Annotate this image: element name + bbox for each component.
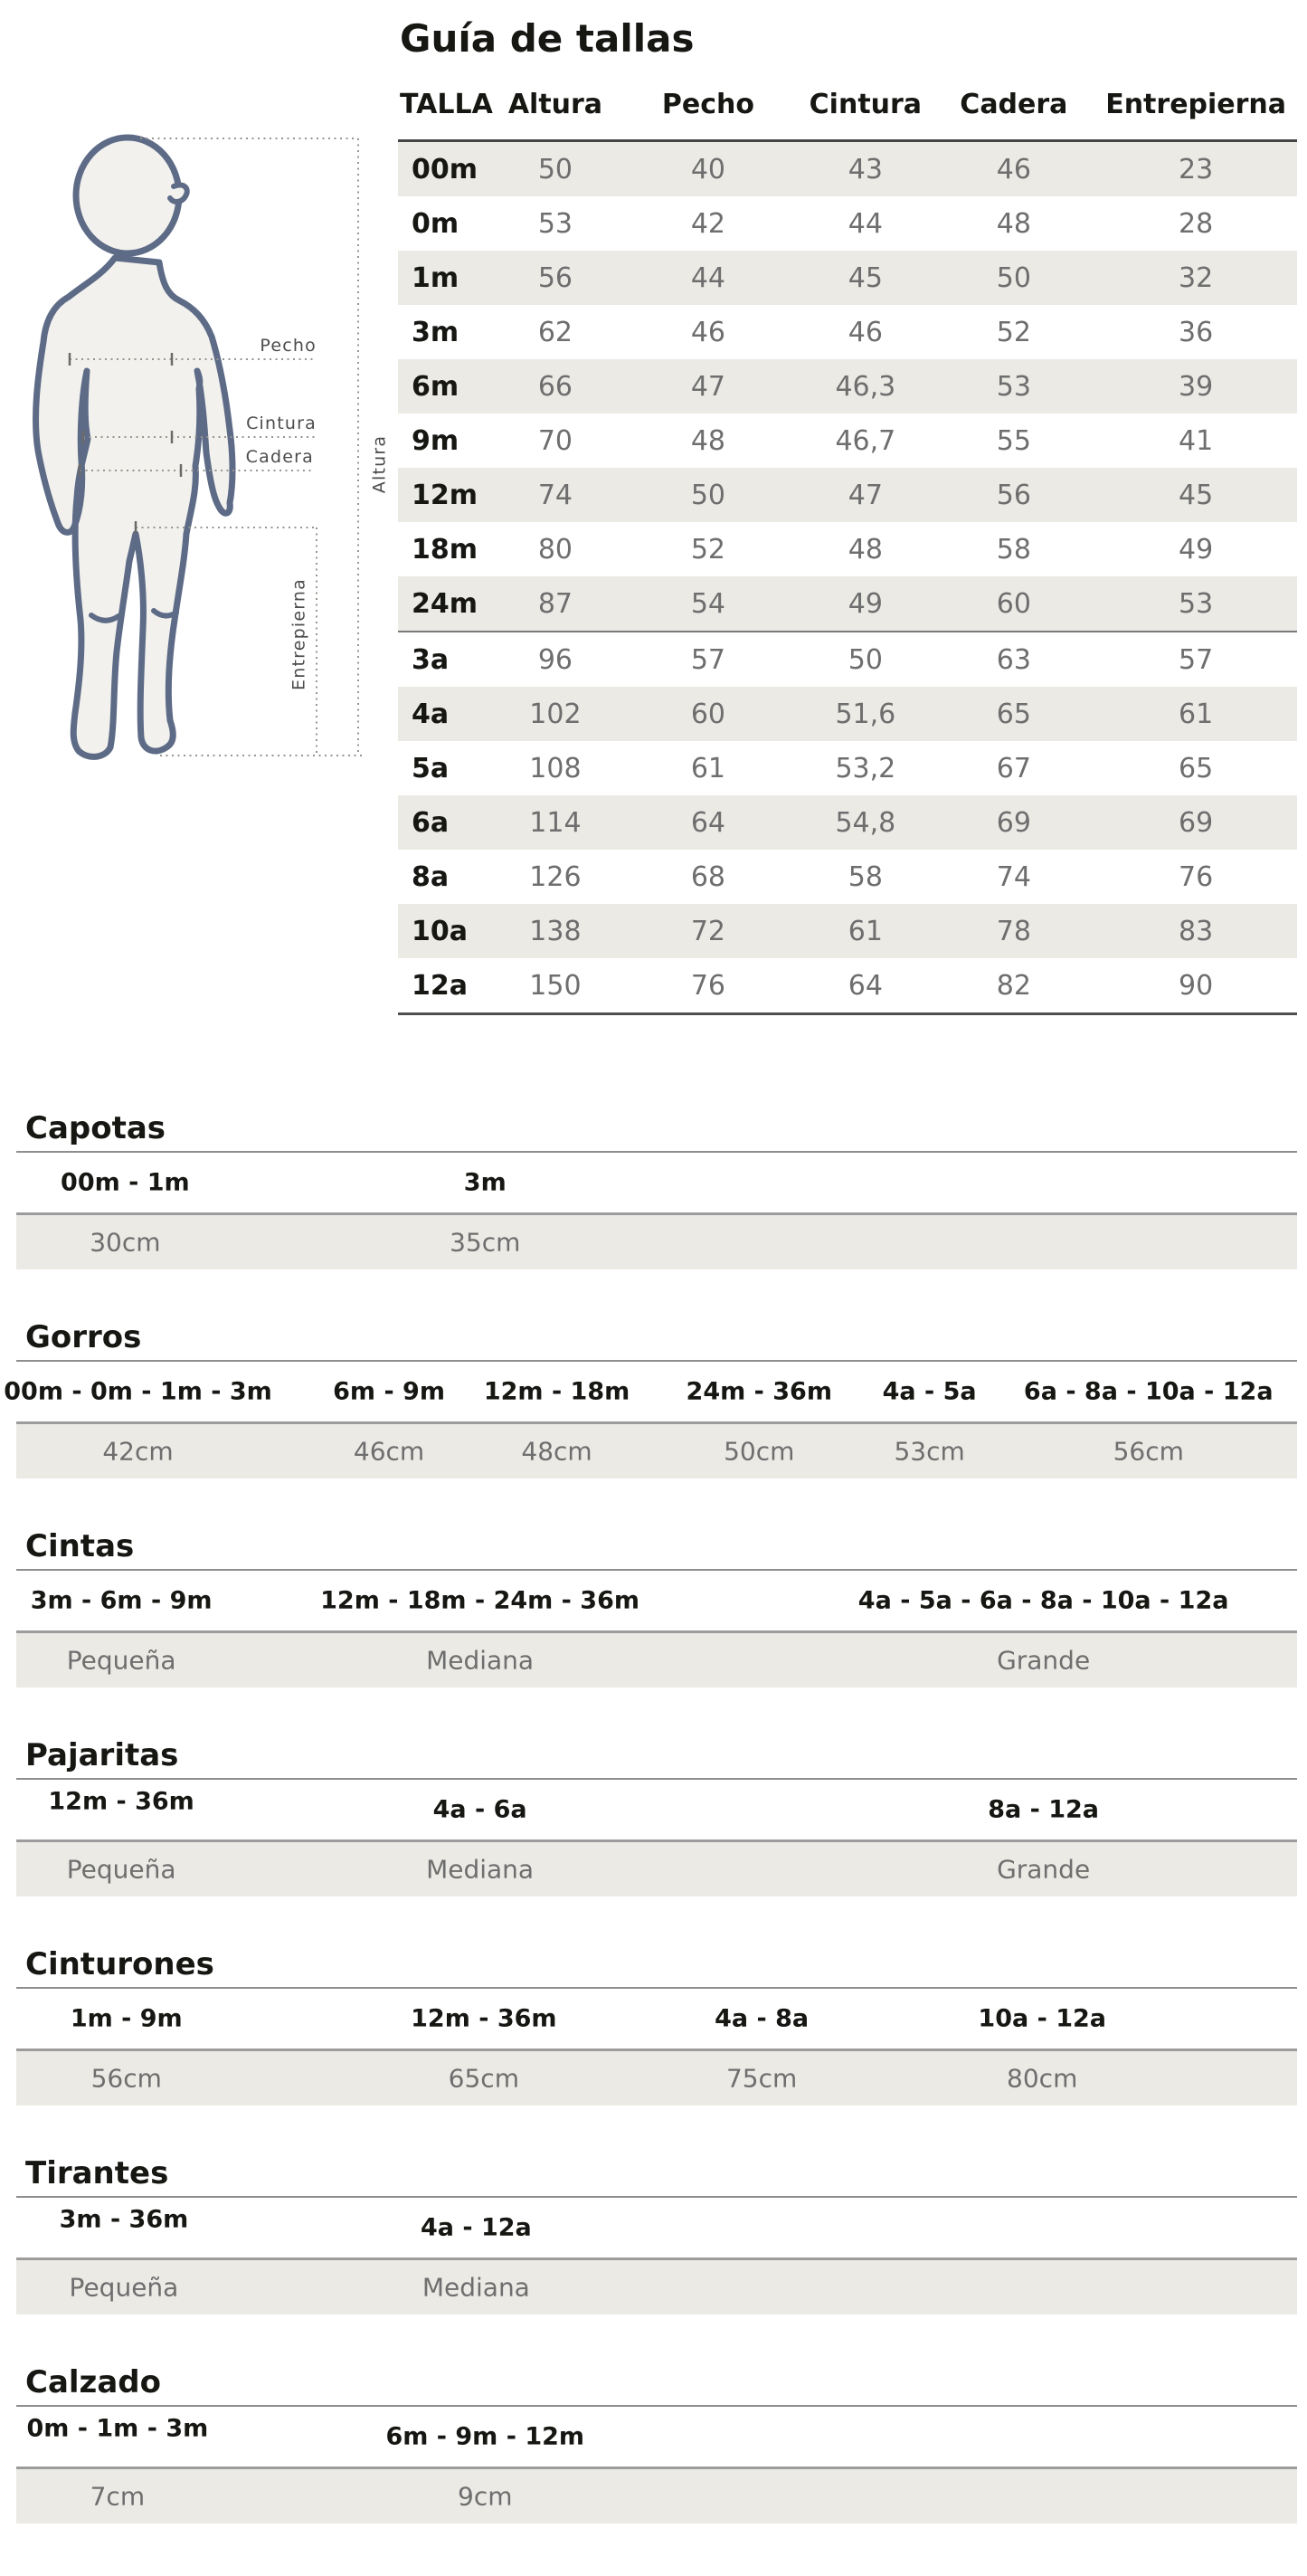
row-size-label: 00m (412, 153, 478, 185)
section-title: Gorros (25, 1319, 142, 1355)
measurement-value: 61 (1179, 698, 1214, 730)
measurement-value: 42 (690, 207, 725, 240)
section-value-cell: Pequeña (69, 2272, 179, 2303)
section-value-cell: 9cm (458, 2481, 513, 2512)
child-head (76, 138, 179, 253)
measurement-value: 58 (848, 860, 883, 893)
child-figure-illustration (0, 109, 393, 1031)
measurement-value: 48 (848, 533, 883, 566)
measurement-value: 57 (690, 643, 725, 676)
section-value-row (16, 1424, 1297, 1478)
section-value-cell: Mediana (426, 1854, 535, 1885)
size-table-header (398, 69, 1297, 139)
section-value-cell: 42cm (102, 1436, 174, 1467)
measurement-value: 46 (690, 316, 725, 348)
section-header-row (16, 2407, 1297, 2467)
section-capotas (16, 1110, 1297, 1269)
section-title: Calzado (25, 2364, 161, 2400)
measurement-value: 60 (690, 698, 725, 730)
section-header-cell: 12m - 36m (48, 1787, 194, 1816)
measurement-value: 96 (537, 643, 573, 676)
section-header-row (16, 1780, 1297, 1839)
measurement-value: 47 (690, 370, 725, 403)
measurement-value: 58 (996, 533, 1031, 566)
measurement-value: 57 (1179, 643, 1214, 676)
section-value-cell: 80cm (1007, 2063, 1078, 2094)
measurement-value: 61 (690, 752, 725, 784)
section-value-row (16, 1842, 1297, 1896)
section-header-cell: 4a - 12a (420, 2213, 532, 2242)
measurement-value: 50 (848, 643, 883, 676)
measurement-value: 44 (848, 207, 883, 240)
section-cintas (16, 1528, 1297, 1687)
measurement-value: 41 (1179, 424, 1214, 457)
table-row-6m (398, 359, 1297, 413)
section-value-row (16, 2469, 1297, 2524)
cintura-label: Cintura (246, 413, 317, 433)
accessory-sections (4, 1110, 1297, 2576)
measurement-value: 43 (848, 153, 883, 185)
row-size-label: 9m (412, 424, 459, 457)
measurement-value: 61 (848, 915, 883, 947)
section-header-cell: 24m - 36m (686, 1377, 832, 1406)
measurement-value: 56 (537, 261, 573, 294)
measurement-value: 83 (1179, 915, 1214, 947)
section-header-cell: 00m - 0m - 1m - 3m (4, 1377, 272, 1406)
measurement-value: 54 (690, 587, 725, 620)
measurement-value: 126 (529, 860, 582, 893)
section-header-cell: 10a - 12a (978, 2004, 1106, 2033)
table-row-6a (398, 795, 1297, 850)
row-size-label: 0m (412, 207, 459, 240)
section-calzado (16, 2364, 1297, 2524)
section-title: Cintas (25, 1528, 135, 1564)
measurement-value: 72 (690, 915, 725, 947)
section-title: Cinturones (25, 1946, 214, 1982)
section-header-cell: 3m - 6m - 9m (30, 1586, 213, 1615)
section-header-cell: 4a - 8a (715, 2004, 810, 2033)
section-value-cell: Mediana (426, 1645, 535, 1676)
section-value-cell: 65cm (448, 2063, 519, 2094)
section-header-row (16, 1153, 1297, 1212)
section-header-cell: 12m - 36m (411, 2004, 557, 2033)
ear-mark (170, 185, 187, 201)
table-row-00m (398, 142, 1297, 196)
measurement-value: 74 (996, 860, 1031, 893)
measurement-value: 114 (529, 806, 582, 839)
section-value-row (16, 1633, 1297, 1687)
measurement-value: 76 (1179, 860, 1214, 893)
measurement-value: 44 (690, 261, 725, 294)
measurement-value: 150 (529, 969, 582, 1002)
measurement-value: 28 (1179, 207, 1214, 240)
measurement-value: 51,6 (835, 698, 896, 730)
section-title: Capotas (25, 1110, 166, 1146)
section-value-cell: 7cm (90, 2481, 146, 2512)
row-size-label: 6a (412, 806, 450, 839)
section-value-cell: Grande (997, 1854, 1091, 1885)
section-value-cell: Mediana (421, 2272, 530, 2303)
measurement-value: 46 (996, 153, 1031, 185)
column-header-entrepierna: Entrepierna (1105, 88, 1287, 120)
table-row-9m (398, 413, 1297, 468)
measurement-value: 54,8 (835, 806, 896, 839)
measurement-value: 102 (529, 698, 582, 730)
altura-label: Altura (369, 434, 390, 494)
section-value-cell: 56cm (90, 2063, 162, 2094)
measurement-value: 76 (690, 969, 725, 1002)
section-header-cell: 3m - 36m (59, 2205, 189, 2234)
row-size-label: 8a (412, 860, 450, 893)
measurement-value: 82 (996, 969, 1031, 1002)
section-header-cell: 6m - 9m (333, 1377, 445, 1406)
row-size-label: 3a (412, 643, 450, 676)
table-row-0m (398, 196, 1297, 251)
measurement-value: 62 (537, 316, 573, 348)
measurement-value: 78 (996, 915, 1031, 947)
measurement-value: 50 (690, 479, 725, 511)
table-row-4a (398, 687, 1297, 741)
measurement-value: 67 (996, 752, 1031, 784)
row-size-label: 3m (412, 316, 459, 348)
table-row-12a (398, 958, 1297, 1012)
table-row-10a (398, 904, 1297, 958)
section-header-cell: 6m - 9m - 12m (385, 2422, 585, 2451)
measurement-value: 50 (537, 153, 573, 185)
measurement-value: 46 (848, 316, 883, 348)
column-header-cadera: Cadera (960, 88, 1068, 120)
section-value-cell: Pequeña (66, 1645, 176, 1676)
section-value-cell: 30cm (90, 1227, 161, 1258)
section-cinturones (16, 1946, 1297, 2105)
measurement-value: 65 (1179, 752, 1214, 784)
measurement-value: 55 (996, 424, 1031, 457)
measurement-value: 32 (1179, 261, 1214, 294)
section-header-cell: 0m - 1m - 3m (26, 2414, 209, 2443)
section-value-cell: Pequeña (66, 1854, 176, 1885)
section-header-cell: 3m (463, 1168, 507, 1197)
table-row-24m (398, 576, 1297, 631)
section-header-cell: 4a - 5a (882, 1377, 977, 1406)
table-row-12m (398, 468, 1297, 522)
section-value-row (16, 2260, 1297, 2315)
section-header-cell: 6a - 8a - 10a - 12a (1023, 1377, 1274, 1406)
row-size-label: 1m (412, 261, 459, 294)
section-header-row (16, 2198, 1297, 2258)
measurement-value: 53 (537, 207, 573, 240)
measurement-value: 47 (848, 479, 883, 511)
measurement-value: 138 (529, 915, 582, 947)
table-row-3a (398, 631, 1297, 687)
measurement-value: 74 (537, 479, 573, 511)
measurement-value: 48 (690, 424, 725, 457)
cadera-label: Cadera (245, 447, 314, 467)
table-row-3m (398, 305, 1297, 359)
section-header-cell: 4a - 5a - 6a - 8a - 10a - 12a (857, 1586, 1229, 1615)
section-value-cell: 48cm (521, 1436, 592, 1467)
measurement-value: 65 (996, 698, 1031, 730)
row-size-label: 10a (412, 915, 468, 947)
section-header-cell: 12m - 18m - 24m - 36m (320, 1586, 640, 1615)
column-header-pecho: Pecho (661, 88, 754, 120)
section-header-row (4, 1362, 1297, 1421)
row-size-label: 24m (412, 587, 478, 620)
section-value-row (16, 2051, 1297, 2105)
size-table-rows (398, 139, 1297, 1015)
measurement-value: 66 (537, 370, 573, 403)
row-size-label: 12a (412, 969, 468, 1002)
column-header-altura: Altura (507, 88, 603, 120)
measurement-value: 53,2 (835, 752, 896, 784)
column-header-talla: TALLA (400, 88, 493, 120)
measurement-value: 45 (1179, 479, 1214, 511)
section-value-cell: 35cm (450, 1227, 521, 1258)
row-size-label: 6m (412, 370, 459, 403)
measurement-value: 45 (848, 261, 883, 294)
section-header-cell: 8a - 12a (988, 1795, 1100, 1824)
section-header-cell: 1m - 9m (70, 2004, 183, 2033)
measurement-value: 108 (529, 752, 582, 784)
measurement-value: 69 (1179, 806, 1214, 839)
section-header-cell: 00m - 1m (61, 1168, 190, 1197)
row-size-label: 12m (412, 479, 478, 511)
measurement-value: 87 (537, 587, 573, 620)
child-body-outline (36, 138, 232, 756)
measurement-value: 52 (690, 533, 725, 566)
section-pajaritas (16, 1737, 1297, 1896)
section-header-cell: 12m - 18m (483, 1377, 630, 1406)
section-value-cell: 56cm (1113, 1436, 1184, 1467)
measurement-value: 36 (1179, 316, 1214, 348)
section-value-cell: 50cm (724, 1436, 795, 1467)
measurement-value: 64 (848, 969, 883, 1002)
measurement-value: 53 (996, 370, 1031, 403)
table-row-5a (398, 741, 1297, 795)
measurement-value: 49 (848, 587, 883, 620)
section-value-cell: 46cm (353, 1436, 425, 1467)
section-header-cell: 4a - 6a (432, 1795, 527, 1824)
section-header-row (16, 1989, 1297, 2048)
measurement-value: 63 (996, 643, 1031, 676)
section-tirantes (16, 2155, 1297, 2315)
measurement-value: 60 (996, 587, 1031, 620)
measurement-value: 69 (996, 806, 1031, 839)
table-row-1m (398, 251, 1297, 305)
measurement-value: 70 (537, 424, 573, 457)
page-title: Guía de tallas (400, 16, 695, 61)
section-title: Tirantes (25, 2155, 169, 2191)
section-value-cell: Grande (997, 1645, 1091, 1676)
section-value-row (16, 1215, 1297, 1269)
measurement-value: 56 (996, 479, 1031, 511)
column-header-cintura: Cintura (809, 88, 923, 120)
measurement-value: 46,3 (835, 370, 896, 403)
measurement-value: 23 (1179, 153, 1214, 185)
measurement-value: 53 (1179, 587, 1214, 620)
measurement-value: 48 (996, 207, 1031, 240)
row-size-label: 18m (412, 533, 478, 566)
measurement-value: 68 (690, 860, 725, 893)
section-value-cell: 53cm (894, 1436, 965, 1467)
measurement-value: 40 (690, 153, 725, 185)
row-size-label: 5a (412, 752, 450, 784)
section-title: Pajaritas (25, 1737, 179, 1773)
row-size-label: 4a (412, 698, 450, 730)
measurement-value: 64 (690, 806, 725, 839)
measurement-value: 90 (1179, 969, 1214, 1002)
table-row-8a (398, 850, 1297, 904)
measurement-value: 39 (1179, 370, 1214, 403)
pecho-label: Pecho (260, 336, 317, 356)
entrepierna-label: Entrepierna (289, 578, 309, 690)
measurement-value: 80 (537, 533, 573, 566)
size-table (398, 16, 1297, 1015)
measurement-value: 46,7 (835, 424, 896, 457)
section-header-row (16, 1571, 1297, 1630)
section-value-cell: 75cm (725, 2063, 798, 2094)
table-row-18m (398, 522, 1297, 576)
measurement-value: 49 (1179, 533, 1214, 566)
measurement-value: 52 (996, 316, 1031, 348)
section-gorros (4, 1319, 1297, 1478)
measurement-value: 50 (996, 261, 1031, 294)
